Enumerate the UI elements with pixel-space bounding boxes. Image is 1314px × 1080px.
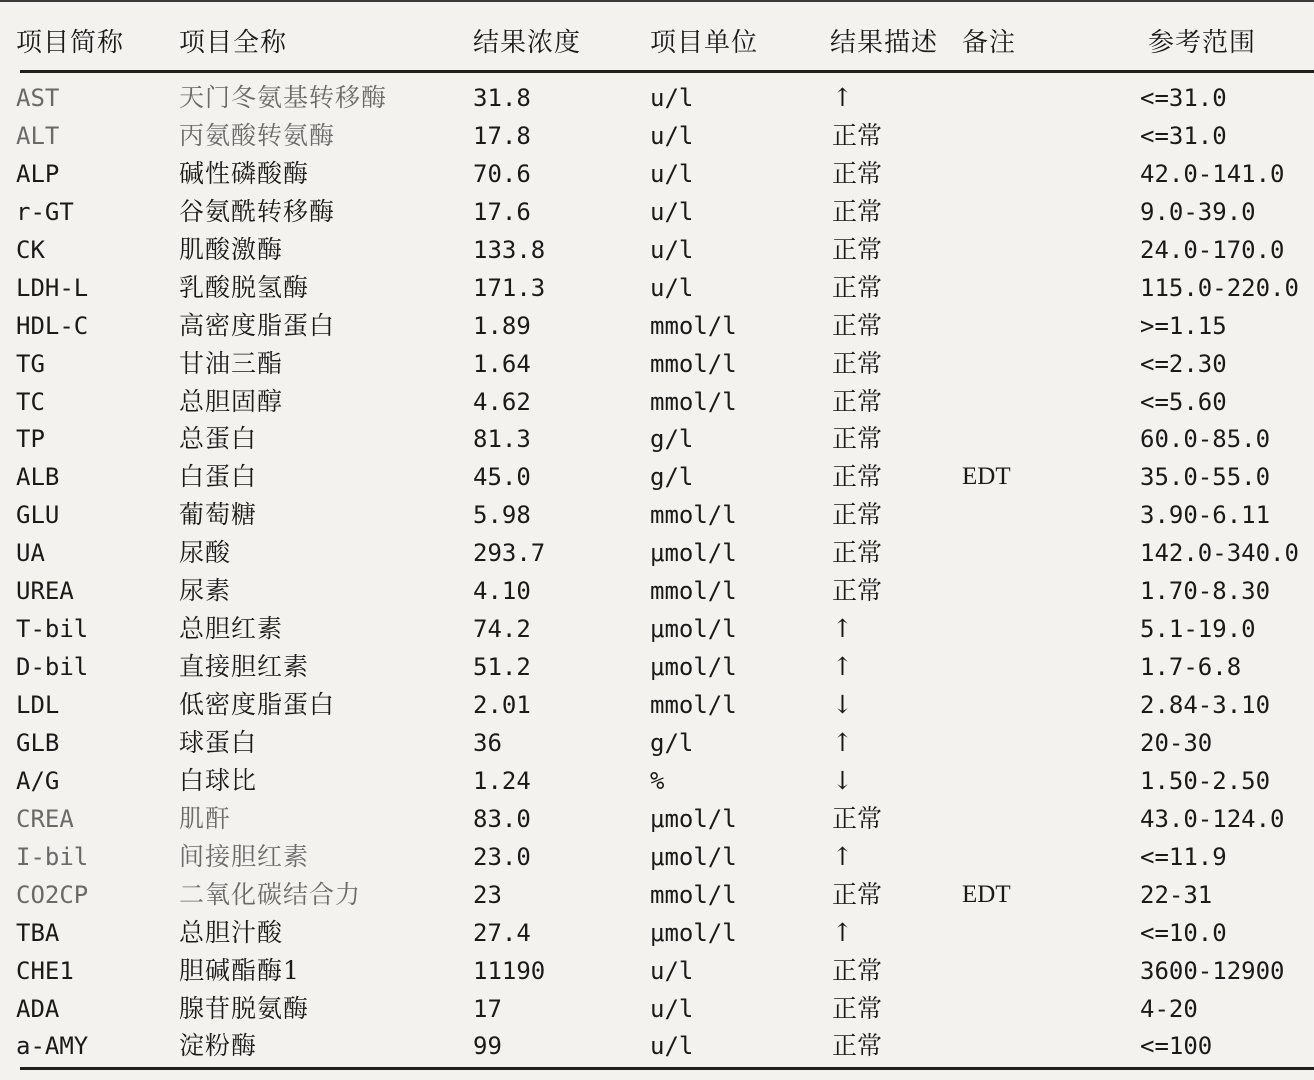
cell-value: 171.3 bbox=[473, 273, 546, 302]
cell-name: 淀粉酶 bbox=[179, 1031, 258, 1061]
cell-unit: u/l bbox=[650, 235, 694, 264]
cell-unit: u/l bbox=[650, 956, 694, 985]
cell-abbr: ALP bbox=[16, 159, 60, 188]
cell-name: 天门冬氨基转移酶 bbox=[179, 83, 388, 112]
cell-range: 1.50-2.50 bbox=[1140, 766, 1271, 795]
cell-unit: μmol/l bbox=[650, 615, 737, 644]
cell-desc: ↑ bbox=[832, 614, 853, 644]
cell-range: <=31.0 bbox=[1140, 121, 1227, 150]
cell-range: 60.0-85.0 bbox=[1140, 425, 1271, 454]
cell-name: 谷氨酰转移酶 bbox=[179, 196, 336, 226]
cell-abbr: ALB bbox=[16, 463, 60, 492]
table-row bbox=[0, 572, 1314, 610]
cell-name: 甘油三酯 bbox=[179, 348, 284, 378]
cell-range: 42.0-141.0 bbox=[1140, 159, 1285, 188]
cell-unit: mmol/l bbox=[650, 501, 737, 530]
table-row bbox=[0, 496, 1314, 534]
cell-unit: mmol/l bbox=[650, 691, 737, 719]
cell-name: 丙氨酸转氨酶 bbox=[179, 120, 336, 150]
cell-range: 115.0-220.0 bbox=[1140, 273, 1299, 302]
cell-desc: ↓ bbox=[832, 690, 853, 719]
cell-desc: 正常 bbox=[832, 158, 883, 188]
cell-abbr: GLB bbox=[16, 728, 60, 757]
cell-name: 高密度脂蛋白 bbox=[179, 310, 336, 340]
cell-range: <=2.30 bbox=[1140, 349, 1227, 378]
cell-range: 2.84-3.10 bbox=[1140, 691, 1271, 719]
table-row bbox=[0, 193, 1314, 231]
cell-range: <=100 bbox=[1140, 1032, 1213, 1061]
cell-unit: u/l bbox=[650, 159, 694, 188]
cell-abbr: HDL-C bbox=[16, 311, 89, 340]
cell-name: 低密度脂蛋白 bbox=[179, 690, 336, 719]
cell-value: 133.8 bbox=[473, 235, 546, 264]
cell-desc: 正常 bbox=[832, 386, 883, 416]
cell-range: 1.7-6.8 bbox=[1140, 653, 1242, 682]
cell-abbr: A/G bbox=[16, 766, 60, 795]
table-row bbox=[0, 914, 1314, 952]
cell-desc: 正常 bbox=[832, 310, 883, 340]
table-row bbox=[0, 231, 1314, 269]
cell-range: 22-31 bbox=[1140, 880, 1213, 909]
header-note: 备注 bbox=[962, 28, 1017, 58]
cell-name: 总胆红素 bbox=[179, 614, 284, 644]
cell-abbr: AST bbox=[16, 84, 60, 112]
cell-unit: u/l bbox=[650, 994, 694, 1023]
table-row bbox=[0, 952, 1314, 990]
cell-unit: g/l bbox=[650, 425, 694, 454]
cell-unit: μmol/l bbox=[650, 918, 737, 947]
cell-unit: u/l bbox=[650, 273, 694, 302]
cell-desc: 正常 bbox=[832, 272, 883, 302]
cell-desc: 正常 bbox=[832, 538, 883, 568]
table-row bbox=[0, 383, 1314, 421]
cell-desc: 正常 bbox=[832, 234, 883, 264]
cell-range: 35.0-55.0 bbox=[1140, 463, 1271, 492]
table-row bbox=[0, 458, 1314, 496]
cell-name: 葡萄糖 bbox=[179, 500, 258, 530]
cell-abbr: GLU bbox=[16, 501, 60, 530]
cell-unit: μmol/l bbox=[650, 653, 737, 682]
cell-unit: mmol/l bbox=[650, 387, 737, 416]
cell-range: <=10.0 bbox=[1140, 918, 1227, 947]
cell-value: 70.6 bbox=[473, 159, 531, 188]
top-border bbox=[0, 0, 1314, 2]
cell-range: 24.0-170.0 bbox=[1140, 235, 1285, 264]
cell-name: 尿酸 bbox=[179, 538, 232, 568]
cell-range: 1.70-8.30 bbox=[1140, 577, 1271, 606]
cell-name: 二氧化碳结合力 bbox=[179, 879, 362, 909]
cell-unit: μmol/l bbox=[650, 842, 737, 871]
cell-value: 17.8 bbox=[473, 121, 531, 150]
cell-name: 总胆汁酸 bbox=[179, 917, 284, 947]
table-row bbox=[0, 990, 1314, 1028]
cell-value: 36 bbox=[473, 728, 502, 757]
table-row bbox=[0, 648, 1314, 686]
cell-desc: 正常 bbox=[832, 993, 883, 1023]
cell-desc: ↑ bbox=[832, 917, 853, 947]
table-row bbox=[0, 117, 1314, 155]
cell-name: 间接胆红素 bbox=[179, 841, 310, 871]
header-unit: 项目单位 bbox=[650, 28, 759, 58]
cell-abbr: UA bbox=[16, 539, 45, 568]
table-row bbox=[0, 79, 1314, 117]
cell-abbr: TBA bbox=[16, 918, 60, 947]
cell-value: 1.64 bbox=[473, 349, 531, 378]
table-row bbox=[0, 1027, 1314, 1065]
cell-name: 直接胆红素 bbox=[179, 652, 310, 682]
cell-name: 碱性磷酸酶 bbox=[179, 158, 310, 188]
cell-unit: μmol/l bbox=[650, 804, 737, 833]
cell-desc: 正常 bbox=[832, 1031, 883, 1061]
cell-abbr: ALT bbox=[16, 121, 60, 150]
results-table-body bbox=[0, 79, 1314, 1065]
cell-value: 83.0 bbox=[473, 804, 531, 833]
cell-note: EDT bbox=[962, 463, 1011, 491]
cell-range: 142.0-340.0 bbox=[1140, 539, 1299, 568]
header-range: 参考范围 bbox=[1148, 28, 1257, 58]
cell-abbr: TP bbox=[16, 425, 45, 454]
cell-desc: 正常 bbox=[832, 879, 883, 909]
cell-desc: 正常 bbox=[832, 120, 883, 150]
cell-value: 11190 bbox=[473, 956, 546, 985]
cell-name: 总胆固醇 bbox=[179, 386, 284, 416]
bottom-rule bbox=[20, 1067, 1314, 1070]
cell-value: 23.0 bbox=[473, 842, 531, 871]
cell-value: 1.24 bbox=[473, 766, 531, 795]
cell-name: 球蛋白 bbox=[179, 727, 258, 757]
cell-name: 白蛋白 bbox=[179, 462, 258, 492]
cell-value: 74.2 bbox=[473, 615, 531, 644]
cell-unit: u/l bbox=[650, 1032, 694, 1061]
cell-abbr: TC bbox=[16, 387, 45, 416]
cell-unit: g/l bbox=[650, 463, 694, 492]
cell-abbr: CO2CP bbox=[16, 880, 89, 909]
cell-value: 99 bbox=[473, 1032, 502, 1061]
cell-name: 胆碱酯酶1 bbox=[179, 955, 300, 985]
cell-desc: ↑ bbox=[832, 727, 853, 757]
table-row bbox=[0, 686, 1314, 724]
cell-name: 总蛋白 bbox=[179, 424, 258, 454]
cell-desc: 正常 bbox=[832, 803, 883, 833]
cell-abbr: LDL bbox=[16, 691, 60, 719]
cell-abbr: UREA bbox=[16, 577, 74, 606]
table-row bbox=[0, 269, 1314, 307]
cell-name: 白球比 bbox=[179, 765, 258, 795]
cell-range: <=31.0 bbox=[1140, 84, 1227, 112]
cell-abbr: ADA bbox=[16, 994, 60, 1023]
cell-unit: mmol/l bbox=[650, 311, 737, 340]
cell-unit: μmol/l bbox=[650, 539, 737, 568]
cell-desc: 正常 bbox=[832, 348, 883, 378]
table-row bbox=[0, 307, 1314, 345]
cell-value: 293.7 bbox=[473, 539, 546, 568]
cell-desc: ↑ bbox=[832, 652, 853, 682]
cell-value: 31.8 bbox=[473, 84, 531, 112]
table-row bbox=[0, 724, 1314, 762]
cell-range: 20-30 bbox=[1140, 728, 1213, 757]
cell-unit: mmol/l bbox=[650, 577, 737, 606]
cell-range: 3600-12900 bbox=[1140, 956, 1285, 985]
cell-range: 5.1-19.0 bbox=[1140, 615, 1256, 644]
cell-unit: u/l bbox=[650, 197, 694, 226]
table-row bbox=[0, 610, 1314, 648]
cell-range: >=1.15 bbox=[1140, 311, 1227, 340]
cell-range: 4-20 bbox=[1140, 994, 1198, 1023]
cell-value: 4.10 bbox=[473, 577, 531, 606]
cell-unit: g/l bbox=[650, 728, 694, 757]
table-row bbox=[0, 876, 1314, 914]
cell-value: 5.98 bbox=[473, 501, 531, 530]
cell-desc: ↑ bbox=[832, 841, 853, 871]
cell-abbr: CK bbox=[16, 235, 45, 264]
table-row bbox=[0, 762, 1314, 800]
cell-range: <=11.9 bbox=[1140, 842, 1227, 871]
cell-name: 尿素 bbox=[179, 576, 232, 606]
cell-value: 23 bbox=[473, 880, 502, 909]
table-header bbox=[0, 14, 1314, 66]
cell-abbr: CREA bbox=[16, 804, 74, 833]
cell-unit: % bbox=[650, 766, 665, 795]
cell-abbr: a-AMY bbox=[16, 1032, 89, 1061]
cell-value: 17.6 bbox=[473, 197, 531, 226]
cell-desc: ↑ bbox=[832, 83, 853, 112]
cell-range: 9.0-39.0 bbox=[1140, 197, 1256, 226]
table-row bbox=[0, 155, 1314, 193]
cell-range: <=5.60 bbox=[1140, 387, 1227, 416]
cell-desc: 正常 bbox=[832, 955, 883, 985]
cell-range: 3.90-6.11 bbox=[1140, 501, 1271, 530]
cell-value: 4.62 bbox=[473, 387, 531, 416]
cell-desc: 正常 bbox=[832, 424, 883, 454]
cell-name: 乳酸脱氢酶 bbox=[179, 272, 310, 302]
cell-name: 肌酐 bbox=[179, 803, 232, 833]
cell-value: 81.3 bbox=[473, 425, 531, 454]
table-row bbox=[0, 345, 1314, 383]
cell-unit: u/l bbox=[650, 121, 694, 150]
cell-abbr: r-GT bbox=[16, 197, 74, 226]
cell-value: 27.4 bbox=[473, 918, 531, 947]
cell-unit: u/l bbox=[650, 84, 694, 112]
cell-abbr: LDH-L bbox=[16, 273, 89, 302]
cell-desc: 正常 bbox=[832, 576, 883, 606]
cell-value: 45.0 bbox=[473, 463, 531, 492]
table-row bbox=[0, 534, 1314, 572]
header-name: 项目全称 bbox=[179, 28, 288, 58]
header-rule bbox=[20, 70, 1314, 73]
header-abbr: 项目简称 bbox=[16, 28, 125, 58]
cell-range: 43.0-124.0 bbox=[1140, 804, 1285, 833]
cell-unit: mmol/l bbox=[650, 880, 737, 909]
cell-name: 肌酸激酶 bbox=[179, 234, 284, 264]
cell-abbr: CHE1 bbox=[16, 956, 74, 985]
cell-desc: 正常 bbox=[832, 196, 883, 226]
table-row bbox=[0, 800, 1314, 838]
header-desc: 结果描述 bbox=[830, 28, 939, 58]
cell-note: EDT bbox=[962, 880, 1011, 908]
cell-desc: 正常 bbox=[832, 500, 883, 530]
table-row bbox=[0, 838, 1314, 876]
cell-desc: 正常 bbox=[832, 462, 883, 492]
table-row bbox=[0, 420, 1314, 458]
cell-value: 17 bbox=[473, 994, 502, 1023]
cell-value: 51.2 bbox=[473, 653, 531, 682]
cell-desc: ↓ bbox=[832, 765, 853, 795]
cell-abbr: TG bbox=[16, 349, 45, 378]
cell-value: 1.89 bbox=[473, 311, 531, 340]
cell-unit: mmol/l bbox=[650, 349, 737, 378]
cell-abbr: D-bil bbox=[16, 653, 89, 682]
header-value: 结果浓度 bbox=[473, 28, 582, 58]
cell-name: 腺苷脱氨酶 bbox=[179, 993, 310, 1023]
cell-abbr: T-bil bbox=[16, 615, 89, 644]
cell-value: 2.01 bbox=[473, 691, 531, 719]
cell-abbr: I-bil bbox=[16, 842, 89, 871]
